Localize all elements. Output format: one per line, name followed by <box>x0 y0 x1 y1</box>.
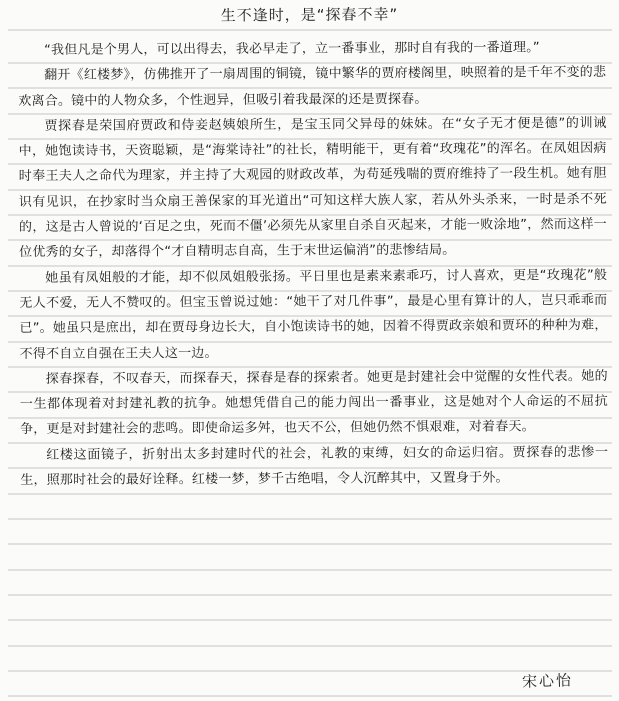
essay-title: 生不逢时，是“探春不幸” <box>220 5 399 25</box>
author-signature: 宋心怡 <box>521 671 574 691</box>
paragraph-character: 她虽有凤姐般的才能，却不似凤姐般张扬。平日里也是素来素乖巧，讨人喜欢，更是“玫瑰花”般无人不爱，无人不赞叹的。但宝玉曾说过她：“她干了对几件事”，最是心里有算计的人，岂只乖乖而已”。她虽只是庶出，却在贾母身边长大，自小饱读诗书的她，因着不得贾政亲娘和贾环的种种为难，不得不自立自强在王夫人这一边。 <box>19 267 608 362</box>
paragraph-background: 贾探春是荣国府贾政和侍妾赵姨娘所生，是宝玉同父异母的妹妹。在“女子无才便是德”的训诫中，她饱读诗书，天资聪颖，是“海棠诗社”的社长，精明能干，更有着“玫瑰花”的浑名。在凤姐因病时奉王夫人之命代为理家，并主持了大观园的财政改革，为苟延残喘的贾府维持了一段生机。她有胆识有见识，在抄家时当众扇王善保家的耳光道出“可知这样大族人家，若从外头杀来，一时是杀不死的，这是古人曾说的‘百足之虫，死而不僵’必须先从家里自杀自灭起来，才能一败涂地”，然而这样一位优秀的女子，却落得个“才自精明志自高，生于末世运偏消”的悲惨结局。 <box>18 115 608 261</box>
paragraph-conclusion: 红楼这面镜子，折射出太多封建时代的社会，礼教的束缚，妇女的命运归宿。贾探春的悲惨一生，照那时社会的最好诠释。红楼一梦，梦千古绝唱，令人沉醉其中，又置身于外。 <box>20 444 609 489</box>
paragraph-meaning: 探春探春，不叹春天，而探春天，探春是春的探索者。她更是封建社会中觉醒的女性代表。她的一生都体现着对封建礼教的抗争。她想凭借自己的能力闯出一番事业，这是她对个人命运的不屈抗争，更是对封建社会的悲鸣。即使命运多舛，也天不公，但她仍然不惧艰难，对着春天。 <box>19 368 608 438</box>
essay-body <box>18 35 608 493</box>
paragraph-introduction: 翻开《红楼梦》，仿佛推开了一扇周围的铜镜，镜中繁华的贾府楼阁里，映照着的是千年不变的悲欢离合。镜中的人物众多，个性迥异，但吸引着我最深的还是贾探春。 <box>18 65 607 109</box>
paragraph-opening-quote: “我但凡是个男人，可以出得去，我必早走了，立一番事业，那时自有我的一番道理。” <box>44 40 540 58</box>
